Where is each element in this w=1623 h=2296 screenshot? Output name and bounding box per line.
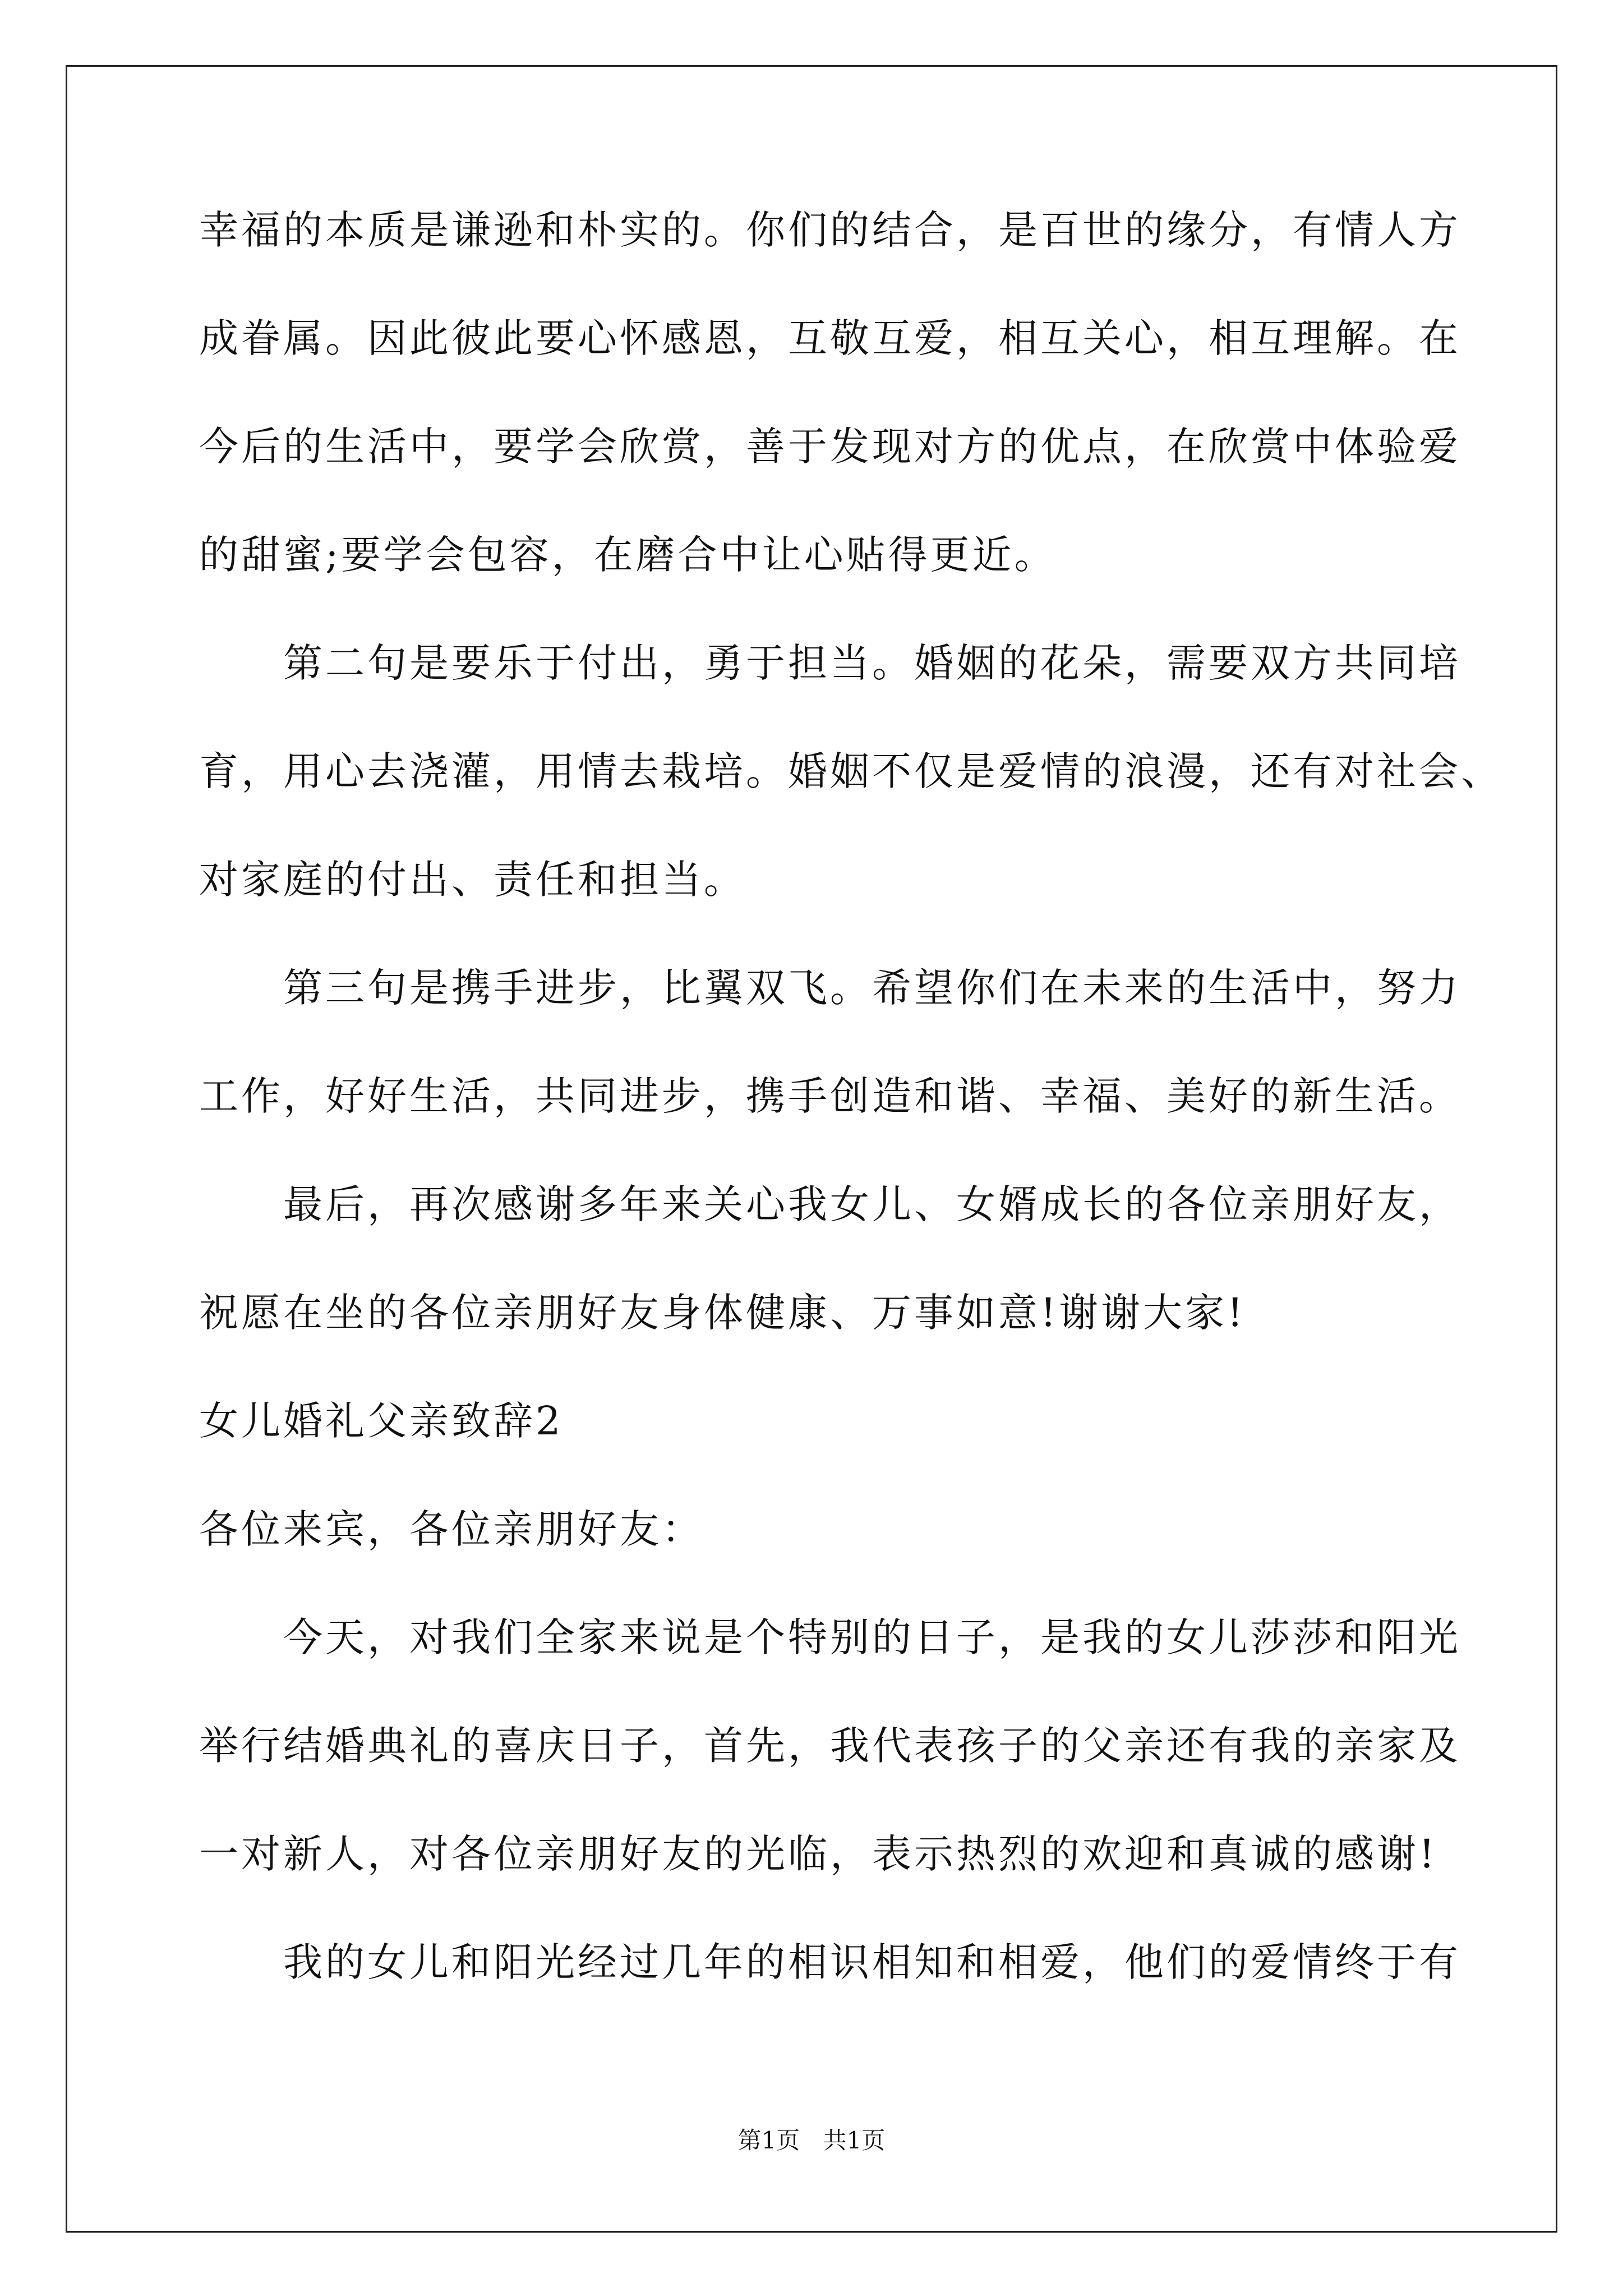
document-body: [199, 207, 1503, 2051]
paragraph-start-line: 今天，对我们全家来说是个特别的日子，是我的女儿莎莎和阳光: [283, 1614, 1461, 1660]
total-pages: 共1页: [823, 2127, 886, 2154]
paragraph-start-line: 第二句是要乐于付出，勇于担当。婚姻的花朵，需要双方共同培: [283, 640, 1461, 686]
paragraph-start-line: 第三句是携手进步，比翼双飞。希望你们在未来的生活中，努力: [283, 965, 1461, 1011]
text-line: 的甜蜜;要学会包容，在磨合中让心贴得更近。: [199, 532, 1057, 578]
section-title: 女儿婚礼父亲致辞2: [199, 1398, 564, 1444]
text-line: 举行结婚典礼的喜庆日子，首先，我代表孩子的父亲还有我的亲家及: [199, 1723, 1461, 1769]
paragraph-start-line: 我的女儿和阳光经过几年的相识相知和相爱，他们的爱情终于有: [283, 1939, 1461, 1985]
text-line: 一对新人，对各位亲朋好友的光临，表示热烈的欢迎和真诚的感谢!: [199, 1831, 1438, 1877]
text-line: 工作，好好生活，共同进步，携手创造和谐、幸福、美好的新生活。: [199, 1073, 1461, 1119]
paragraph-start-line: 最后，再次感谢多年来关心我女儿、女婿成长的各位亲朋好友，: [283, 1181, 1461, 1227]
text-line: 祝愿在坐的各位亲朋好友身体健康、万事如意!谢谢大家!: [199, 1290, 1246, 1336]
text-line: 今后的生活中，要学会欣赏，善于发现对方的优点，在欣赏中体验爱: [199, 424, 1461, 470]
page-footer: [0, 2129, 1623, 2152]
text-line: 成眷属。因此彼此要心怀感恩，互敬互爱，相互关心，相互理解。在: [199, 315, 1461, 361]
page-number: 第1页: [737, 2127, 800, 2154]
text-line: 幸福的本质是谦逊和朴实的。你们的结合，是百世的缘分，有情人方: [199, 207, 1461, 253]
text-line: 对家庭的付出、责任和担当。: [199, 857, 746, 903]
text-line: 育，用心去浇灌，用情去栽培。婚姻不仅是爱情的浪漫，还有对社会、: [199, 748, 1503, 794]
salutation: 各位来宾，各位亲朋好友：: [199, 1506, 704, 1552]
